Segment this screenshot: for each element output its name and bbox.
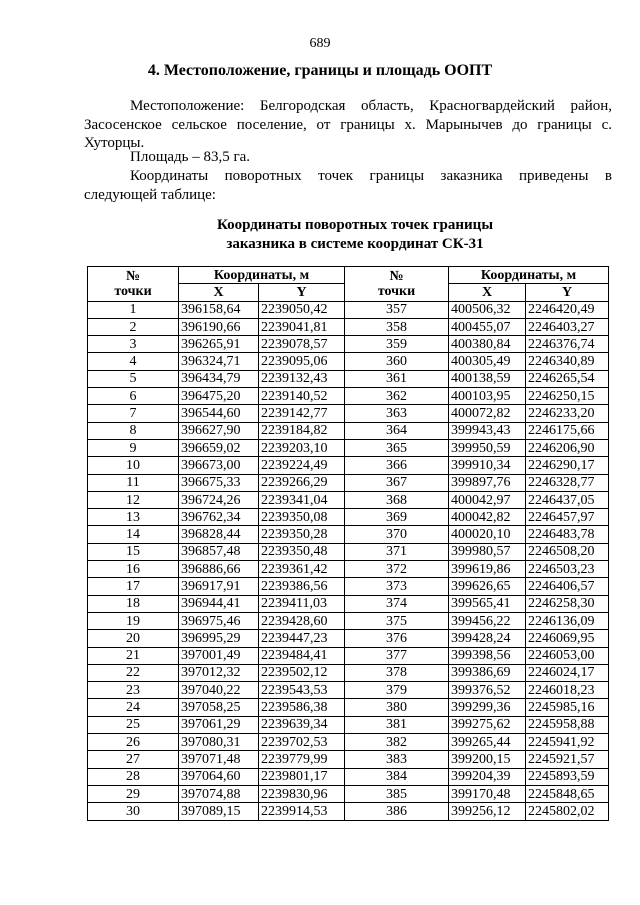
point-number-2-cell: 383 [345,751,449,768]
x-coord-2-cell: 399626,65 [449,578,526,595]
y-coord-cell: 2239801,17 [259,768,345,785]
y-coord-cell: 2239350,48 [259,543,345,560]
area-paragraph: Площадь – 83,5 га. [130,149,251,165]
y-coord-cell: 2239184,82 [259,422,345,439]
y-coord-cell: 2239543,53 [259,682,345,699]
x-coord-2-cell: 399565,41 [449,595,526,612]
point-number-cell: 26 [88,734,179,751]
point-number-cell: 4 [88,353,179,370]
y-coord-cell: 2239428,60 [259,612,345,629]
table-row [88,734,609,751]
x-coord-2-cell: 399456,22 [449,612,526,629]
x-coord-cell: 397080,31 [179,734,259,751]
y-coord-cell: 2239639,34 [259,716,345,733]
x-coord-cell: 396724,26 [179,491,259,508]
x-coord-cell: 397074,88 [179,785,259,802]
point-number-cell: 12 [88,491,179,508]
point-number-cell: 27 [88,751,179,768]
point-number-header-2 [345,267,449,302]
point-number-2-cell: 374 [345,595,449,612]
point-number-cell: 3 [88,336,179,353]
x-coord-2-cell: 399950,59 [449,439,526,456]
x-coord-2-cell: 399980,57 [449,543,526,560]
point-number-2-cell: 369 [345,509,449,526]
x-coord-cell: 397012,32 [179,664,259,681]
x-coord-2-cell: 399275,62 [449,716,526,733]
x-coord-cell: 396675,33 [179,474,259,491]
point-number-cell: 30 [88,803,179,820]
point-number-2-cell: 358 [345,318,449,335]
x-coord-cell: 396944,41 [179,595,259,612]
x-coord-cell: 396627,90 [179,422,259,439]
x-coord-cell: 397001,49 [179,647,259,664]
point-number-cell: 6 [88,388,179,405]
x-coord-2-cell: 399200,15 [449,751,526,768]
x-coord-2-cell: 399398,56 [449,647,526,664]
y-coord-cell: 2239142,77 [259,405,345,422]
coordinates-header: Координаты, м [179,267,345,284]
point-number-cell: 19 [88,612,179,629]
x-coord-cell: 397040,22 [179,682,259,699]
table-title-line1: Координаты поворотных точек границы [216,217,494,233]
table-row [88,388,609,405]
y-coord-2-cell: 2246503,23 [526,561,609,578]
table-row [88,664,609,681]
x-coord-2-cell: 400138,59 [449,370,526,387]
y-coord-2-cell: 2245893,59 [526,768,609,785]
y-coord-2-cell: 2246508,20 [526,543,609,560]
y-coord-2-cell: 2246483,78 [526,526,609,543]
x-coord-cell: 396544,60 [179,405,259,422]
x-coord-cell: 396975,46 [179,612,259,629]
table-row [88,370,609,387]
table-row [88,751,609,768]
point-number-2-cell: 385 [345,785,449,802]
x-coord-2-cell: 400072,82 [449,405,526,422]
y-coord-2-cell: 2245958,88 [526,716,609,733]
point-number-2-cell: 377 [345,647,449,664]
x-coord-2-cell: 399170,48 [449,785,526,802]
x-coord-cell: 397058,25 [179,699,259,716]
x-coord-2-cell: 399910,34 [449,457,526,474]
table-row [88,491,609,508]
y-coord-2-cell: 2246053,00 [526,647,609,664]
table-row [88,682,609,699]
point-number-cell: 24 [88,699,179,716]
x-coord-cell: 396673,00 [179,457,259,474]
x-coord-cell: 396917,91 [179,578,259,595]
point-number-cell: 28 [88,768,179,785]
x-coord-cell: 396659,02 [179,439,259,456]
y-coord-cell: 2239386,56 [259,578,345,595]
table-row [88,785,609,802]
point-number-cell: 10 [88,457,179,474]
x-coord-cell: 396475,20 [179,388,259,405]
point-number-cell: 5 [88,370,179,387]
point-number-2-cell: 366 [345,457,449,474]
table-row [88,561,609,578]
x-coord-cell: 396828,44 [179,526,259,543]
x-coord-2-cell: 400380,84 [449,336,526,353]
table-row [88,699,609,716]
x-coord-2-cell: 399619,86 [449,561,526,578]
point-number-2-cell: 381 [345,716,449,733]
point-number-2-cell: 365 [345,439,449,456]
table-title [0,216,640,254]
x-header: X [179,284,259,301]
y-coord-2-cell: 2246018,23 [526,682,609,699]
coordinates-header-2: Координаты, м [449,267,609,284]
y-coord-2-cell: 2246024,17 [526,664,609,681]
point-number-2-cell: 372 [345,561,449,578]
y-coord-2-cell: 2245985,16 [526,699,609,716]
point-number-2-cell: 363 [345,405,449,422]
y-coord-cell: 2239361,42 [259,561,345,578]
point-number-2-cell: 361 [345,370,449,387]
y-coord-2-cell: 2246258,30 [526,595,609,612]
y-coord-2-cell: 2245802,02 [526,803,609,820]
x-coord-2-cell: 399376,52 [449,682,526,699]
y-coord-2-cell: 2245941,92 [526,734,609,751]
x-coord-2-cell: 399256,12 [449,803,526,820]
point-number-2-cell: 357 [345,301,449,318]
x-coord-cell: 396324,71 [179,353,259,370]
table-row [88,803,609,820]
y-header-2: Y [526,284,609,301]
x-coord-2-cell: 399265,44 [449,734,526,751]
point-number-cell: 11 [88,474,179,491]
y-coord-cell: 2239266,29 [259,474,345,491]
x-coord-cell: 396158,64 [179,301,259,318]
table-title-line2: заказника в системе координат СК-31 [226,236,484,252]
x-coord-2-cell: 399204,39 [449,768,526,785]
y-coord-2-cell: 2245921,57 [526,751,609,768]
point-number-2-cell: 375 [345,612,449,629]
point-number-2-cell: 370 [345,526,449,543]
location-paragraph: Местоположение: Белгородская область, Красногвардейский район, Засосенское сельское поселение, от границы х. Марынычев до границы с. Хуторцы. [84,98,612,151]
x-coord-2-cell: 399428,24 [449,630,526,647]
point-number-cell: 8 [88,422,179,439]
point-number-2-cell: 386 [345,803,449,820]
point-number-2-cell: 364 [345,422,449,439]
y-coord-2-cell: 2246250,15 [526,388,609,405]
point-number-header-line1: № [125,268,141,284]
point-number-2-cell: 362 [345,388,449,405]
point-number-cell: 2 [88,318,179,335]
table-row [88,768,609,785]
y-coord-2-cell: 2246406,57 [526,578,609,595]
table-row [88,301,609,318]
x-coord-cell: 396762,34 [179,509,259,526]
table-row [88,318,609,335]
x-coord-cell: 396434,79 [179,370,259,387]
y-coord-2-cell: 2246437,05 [526,491,609,508]
point-number-cell: 17 [88,578,179,595]
y-coord-2-cell: 2246290,17 [526,457,609,474]
y-coord-2-cell: 2246233,20 [526,405,609,422]
x-coord-2-cell: 399943,43 [449,422,526,439]
point-number-cell: 20 [88,630,179,647]
y-coord-2-cell: 2246328,77 [526,474,609,491]
point-number-cell: 14 [88,526,179,543]
x-coord-cell: 397064,60 [179,768,259,785]
y-coord-cell: 2239095,06 [259,353,345,370]
page-number: 689 [309,36,331,51]
y-coord-cell: 2239411,03 [259,595,345,612]
x-coord-2-cell: 400042,97 [449,491,526,508]
y-coord-cell: 2239041,81 [259,318,345,335]
y-coord-2-cell: 2246136,09 [526,612,609,629]
x-coord-2-cell: 399386,69 [449,664,526,681]
y-coord-cell: 2239914,53 [259,803,345,820]
x-coord-cell: 396265,91 [179,336,259,353]
y-coord-cell: 2239830,96 [259,785,345,802]
point-number-2-cell: 359 [345,336,449,353]
table-row [88,630,609,647]
y-coord-2-cell: 2246069,95 [526,630,609,647]
point-number-cell: 18 [88,595,179,612]
point-number-2-cell: 360 [345,353,449,370]
x-coord-cell: 396995,29 [179,630,259,647]
table-row [88,474,609,491]
coordinates-table-body [88,301,609,820]
table-row [88,647,609,664]
table-row [88,578,609,595]
point-number-cell: 29 [88,785,179,802]
x-coord-cell: 396886,66 [179,561,259,578]
y-header: Y [259,284,345,301]
point-number-cell: 21 [88,647,179,664]
y-coord-cell: 2239132,43 [259,370,345,387]
point-number-cell: 23 [88,682,179,699]
table-row [88,612,609,629]
point-number-2-cell: 373 [345,578,449,595]
point-number-cell: 1 [88,301,179,318]
point-number-2-cell: 371 [345,543,449,560]
point-number-cell: 16 [88,561,179,578]
y-coord-cell: 2239484,41 [259,647,345,664]
y-coord-cell: 2239078,57 [259,336,345,353]
point-number-2-cell: 384 [345,768,449,785]
x-coord-cell: 397071,48 [179,751,259,768]
x-coord-2-cell: 399299,36 [449,699,526,716]
table-row [88,439,609,456]
point-number-header-line2: точки [114,283,152,299]
section-title: 4. Местоположение, границы и площадь ООПТ [147,62,493,79]
y-coord-cell: 2239779,99 [259,751,345,768]
point-number-cell: 25 [88,716,179,733]
point-number-header-2-line2: точки [377,283,416,299]
y-coord-cell: 2239224,49 [259,457,345,474]
y-coord-2-cell: 2246206,90 [526,439,609,456]
x-header-2: X [449,284,526,301]
x-coord-2-cell: 400506,32 [449,301,526,318]
x-coord-2-cell: 400103,95 [449,388,526,405]
point-number-2-cell: 382 [345,734,449,751]
table-row [88,422,609,439]
x-coord-cell: 396190,66 [179,318,259,335]
y-coord-cell: 2239447,23 [259,630,345,647]
y-coord-2-cell: 2246457,97 [526,509,609,526]
point-number-2-cell: 379 [345,682,449,699]
point-number-2-cell: 367 [345,474,449,491]
y-coord-2-cell: 2245848,65 [526,785,609,802]
point-number-cell: 7 [88,405,179,422]
y-coord-2-cell: 2246340,89 [526,353,609,370]
table-row [88,353,609,370]
point-number-cell: 9 [88,439,179,456]
x-coord-2-cell: 399897,76 [449,474,526,491]
y-coord-cell: 2239350,28 [259,526,345,543]
y-coord-2-cell: 2246420,49 [526,301,609,318]
point-number-cell: 13 [88,509,179,526]
table-row [88,526,609,543]
x-coord-cell: 396857,48 [179,543,259,560]
table-row [88,716,609,733]
y-coord-cell: 2239050,42 [259,301,345,318]
point-number-2-cell: 380 [345,699,449,716]
y-coord-cell: 2239702,53 [259,734,345,751]
point-number-cell: 15 [88,543,179,560]
table-row [88,509,609,526]
point-number-header [88,267,179,302]
y-coord-cell: 2239586,38 [259,699,345,716]
table-row [88,543,609,560]
coordinates-intro-paragraph: Координаты поворотных точек границы заказника приведены в следующей таблице: [84,168,612,203]
table-row [88,457,609,474]
y-coord-cell: 2239502,12 [259,664,345,681]
y-coord-2-cell: 2246403,27 [526,318,609,335]
table-row [88,595,609,612]
point-number-header-2-line1: № [389,268,404,284]
coordinates-table [87,266,609,821]
table-row [88,405,609,422]
y-coord-cell: 2239140,52 [259,388,345,405]
point-number-2-cell: 368 [345,491,449,508]
x-coord-cell: 397061,29 [179,716,259,733]
point-number-2-cell: 378 [345,664,449,681]
x-coord-2-cell: 400020,10 [449,526,526,543]
point-number-cell: 22 [88,664,179,681]
x-coord-2-cell: 400042,82 [449,509,526,526]
y-coord-cell: 2239341,04 [259,491,345,508]
point-number-2-cell: 376 [345,630,449,647]
y-coord-2-cell: 2246265,54 [526,370,609,387]
y-coord-2-cell: 2246175,66 [526,422,609,439]
y-coord-cell: 2239350,08 [259,509,345,526]
x-coord-2-cell: 400305,49 [449,353,526,370]
y-coord-cell: 2239203,10 [259,439,345,456]
y-coord-2-cell: 2246376,74 [526,336,609,353]
x-coord-2-cell: 400455,07 [449,318,526,335]
table-row [88,336,609,353]
x-coord-cell: 397089,15 [179,803,259,820]
